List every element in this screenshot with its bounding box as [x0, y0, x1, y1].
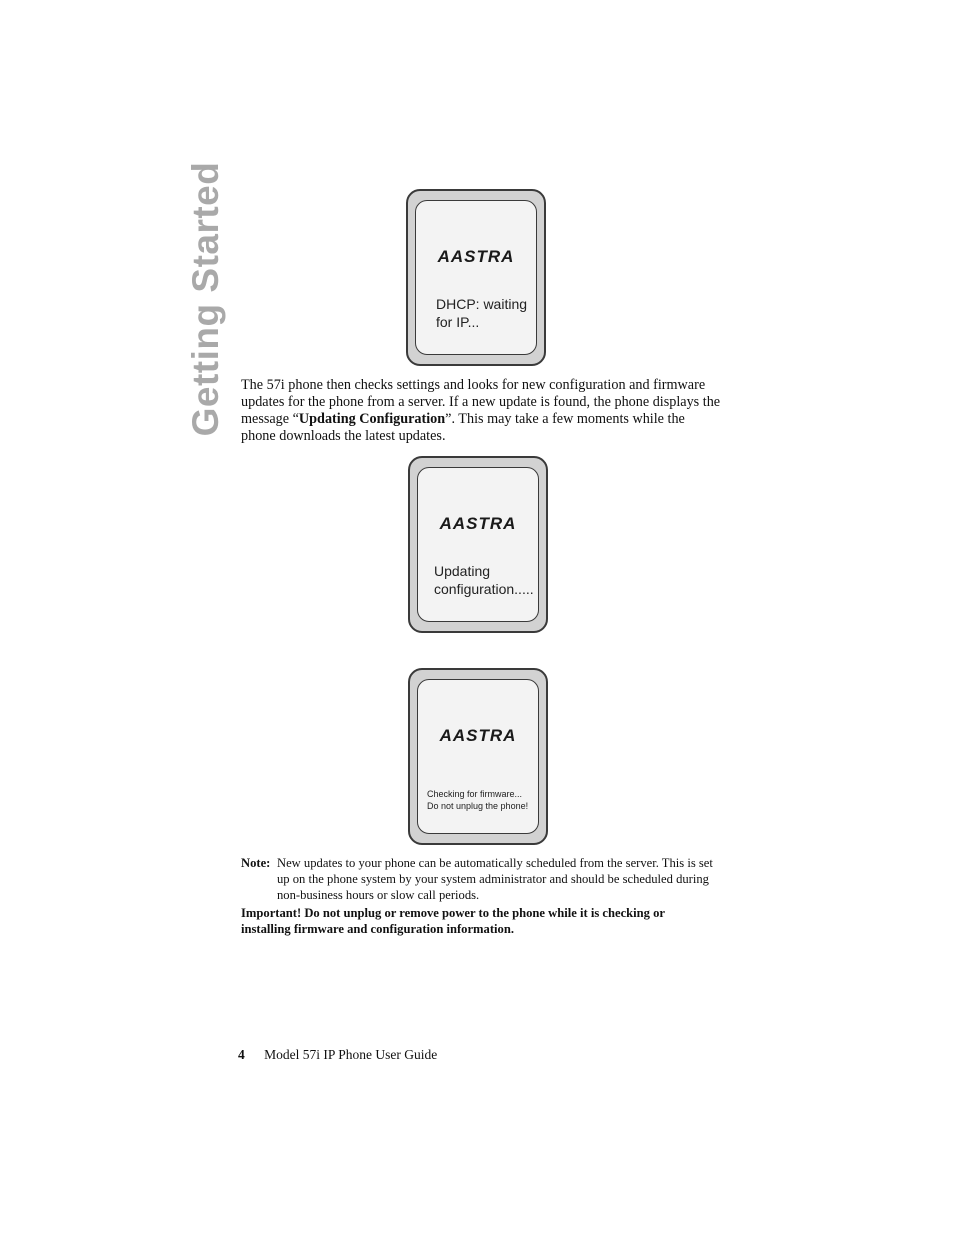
important-warning: Important! Do not unplug or remove power to the phone while it is checking or installing firmware and configuration information.: [241, 906, 665, 936]
page-number: 4: [238, 1047, 245, 1062]
note-text: New updates to your phone can be automatically scheduled from the server. This is set up on the phone system by your system administrator and should be scheduled during non-business hours or slow call periods.: [277, 856, 713, 902]
aastra-logo: AASTRA: [439, 726, 517, 745]
screen-line: DHCP: waiting: [436, 296, 528, 312]
section-side-title: [185, 161, 226, 437]
note-label: Note:: [241, 856, 271, 870]
phone-display-updating: [408, 456, 548, 633]
section-side-title-text: Getting Started: [185, 161, 226, 437]
page-footer: [238, 1047, 437, 1063]
message-emphasis: Updating Configuration: [298, 411, 446, 427]
screen-message: [436, 295, 532, 331]
screen-message: [434, 562, 534, 598]
screen-message: [427, 788, 534, 812]
phone-screen: [417, 679, 539, 834]
phone-screen: [417, 467, 539, 622]
phone-display-dhcp: [406, 189, 546, 366]
screen-line: Do not unplug the phone!: [427, 801, 529, 811]
screen-line: for IP...: [436, 314, 480, 330]
guide-title: Model 57i IP Phone User Guide: [264, 1047, 438, 1062]
screen-line: configuration.....: [434, 581, 534, 597]
aastra-logo: AASTRA: [439, 514, 517, 533]
screen-line: Checking for firmware...: [427, 789, 523, 799]
aastra-logo: AASTRA: [437, 247, 515, 266]
body-paragraph: The 57i phone then checks settings and looks for new configuration and firmware updates for the phone from a server. If a new update is found, the phone displays the message “Updating Configuration”. This may take a few moments while the phone downloads the latest updates.: [241, 377, 721, 444]
screen-line: Updating: [434, 563, 491, 579]
phone-screen: [415, 200, 537, 355]
phone-display-firmware: [408, 668, 548, 845]
